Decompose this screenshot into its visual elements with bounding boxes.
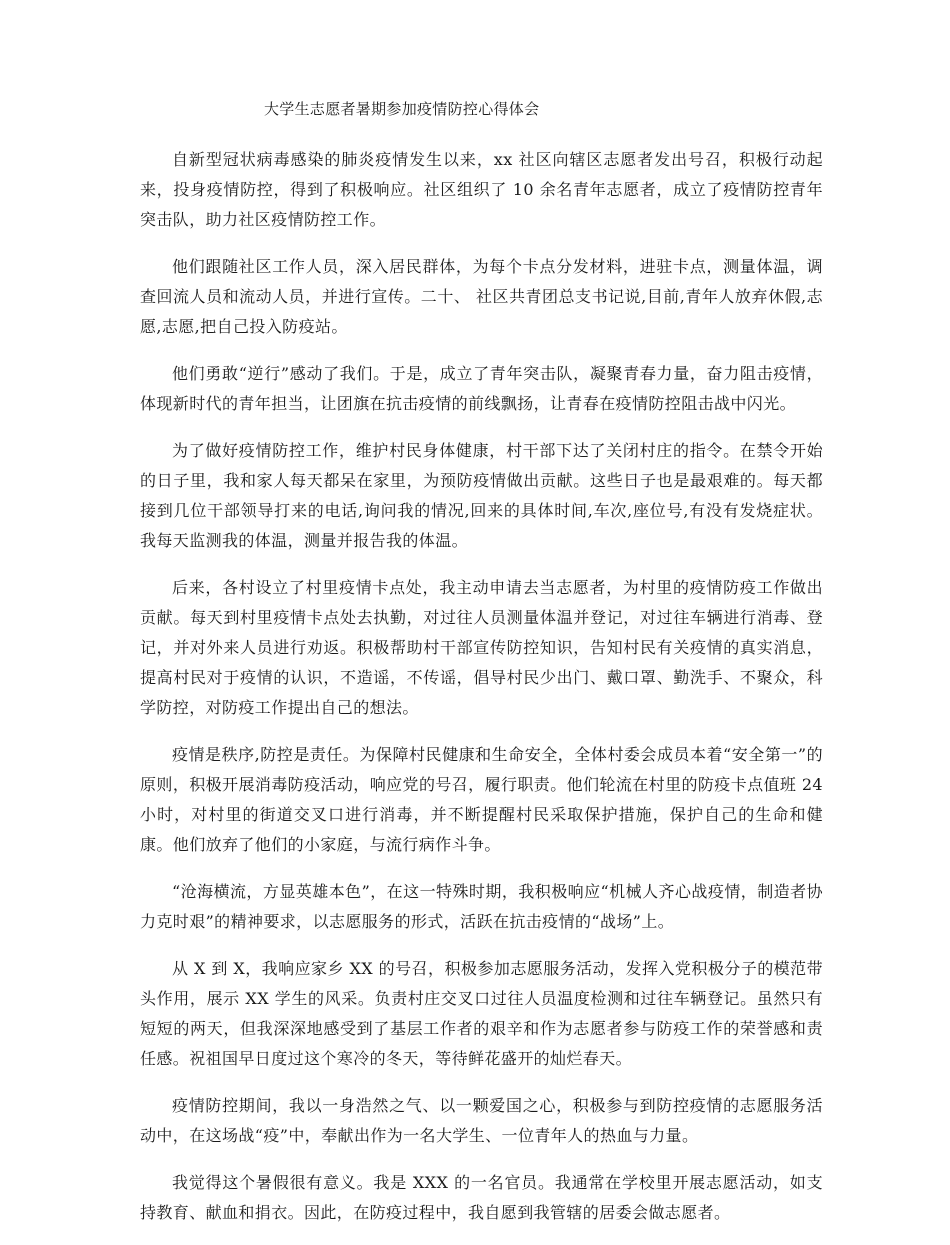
paragraph-1: 自新型冠状病毒感染的肺炎疫情发生以来，xx 社区向辖区志愿者发出号召，积极行动起来，投身疫情防控，得到了积极响应。社区组织了 10 余名青年志愿者，成立了疫情防控青年突击队，助力社区疫情防控工作。 [140,150,823,229]
paragraph-9: 疫情防控期间，我以一身浩然之气、以一颗爱国之心，积极参与到防控疫情的志愿服务活动中，在这场战“疫”中，奉献出作为一名大学生、一位青年人的热血与力量。 [140,1096,823,1145]
paragraph-4: 为了做好疫情防控工作，维护村民身体健康，村干部下达了关闭村庄的指令。在禁令开始的日子里，我和家人每天都呆在家里，为预防疫情做出贡献。这些日子也是最艰难的。每天都接到几位干部领导打来的电话,询问我的情况,回来的具体时间,车次,座位号,有没有发烧症状。我每天监测我的体温，测量并报告我的体温。 [140,441,823,550]
paragraph-2: 他们跟随社区工作人员，深入居民群体，为每个卡点分发材料，进驻卡点，测量体温，调查回流人员和流动人员，并进行宣传。二十、 社区共青团总支书记说,目前,青年人放弃休假,志愿,志愿,把自己投入防疫站。 [140,257,823,336]
paragraph-3: 他们勇敢“逆行”感动了我们。于是，成立了青年突击队，凝聚青春力量，奋力阻击疫情，体现新时代的青年担当，让团旗在抗击疫情的前线飘扬，让青春在疫情防控阻击战中闪光。 [140,364,823,413]
document-body [140,145,823,1245]
paragraph-7: “沧海横流，方显英雄本色”，在这一特殊时期，我积极响应“机械人齐心战疫情，制造者协力克时艰”的精神要求，以志愿服务的形式，活跃在抗击疫情的“战场”上。 [140,882,823,931]
paragraph-6: 疫情是秩序,防控是责任。为保障村民健康和生命安全，全体村委会成员本着“安全第一”的原则，积极开展消毒防疫活动，响应党的号召，履行职责。他们轮流在村里的防疫卡点值班 24 小时，对村里的街道交叉口进行消毒，并不断提醒村民采取保护措施，保护自己的生命和健康。他们放弃了他们的小家庭，与流行病作斗争。 [140,745,823,854]
document-title: 大学生志愿者暑期参加疫情防控心得体会 [264,100,540,118]
paragraph-5: 后来，各村设立了村里疫情卡点处，我主动申请去当志愿者，为村里的疫情防疫工作做出贡献。每天到村里疫情卡点处去执勤，对过往人员测量体温并登记，对过往车辆进行消毒、登记，并对外来人员进行劝返。积极帮助村干部宣传防控知识，告知村民有关疫情的真实消息，提高村民对于疫情的认识，不造谣，不传谣，倡导村民少出门、戴口罩、勤洗手、不聚众，科学防控，对防疫工作提出自己的想法。 [140,578,823,717]
paragraph-10: 我觉得这个暑假很有意义。我是 XXX 的一名官员。我通常在学校里开展志愿活动，如支持教育、献血和捐衣。因此，在防疫过程中，我自愿到我管辖的居委会做志愿者。 [140,1173,823,1222]
paragraph-8: 从 X 到 X，我响应家乡 XX 的号召，积极参加志愿服务活动，发挥入党积极分子的模范带头作用，展示 XX 学生的风采。负责村庄交叉口过往人员温度检测和过往车辆登记。虽然只有短短的两天，但我深深地感受到了基层工作者的艰辛和作为志愿者参与防疫工作的荣誉感和责任感。祝祖国早日度过这个寒冷的冬天，等待鲜花盛开的灿烂春天。 [140,959,823,1068]
